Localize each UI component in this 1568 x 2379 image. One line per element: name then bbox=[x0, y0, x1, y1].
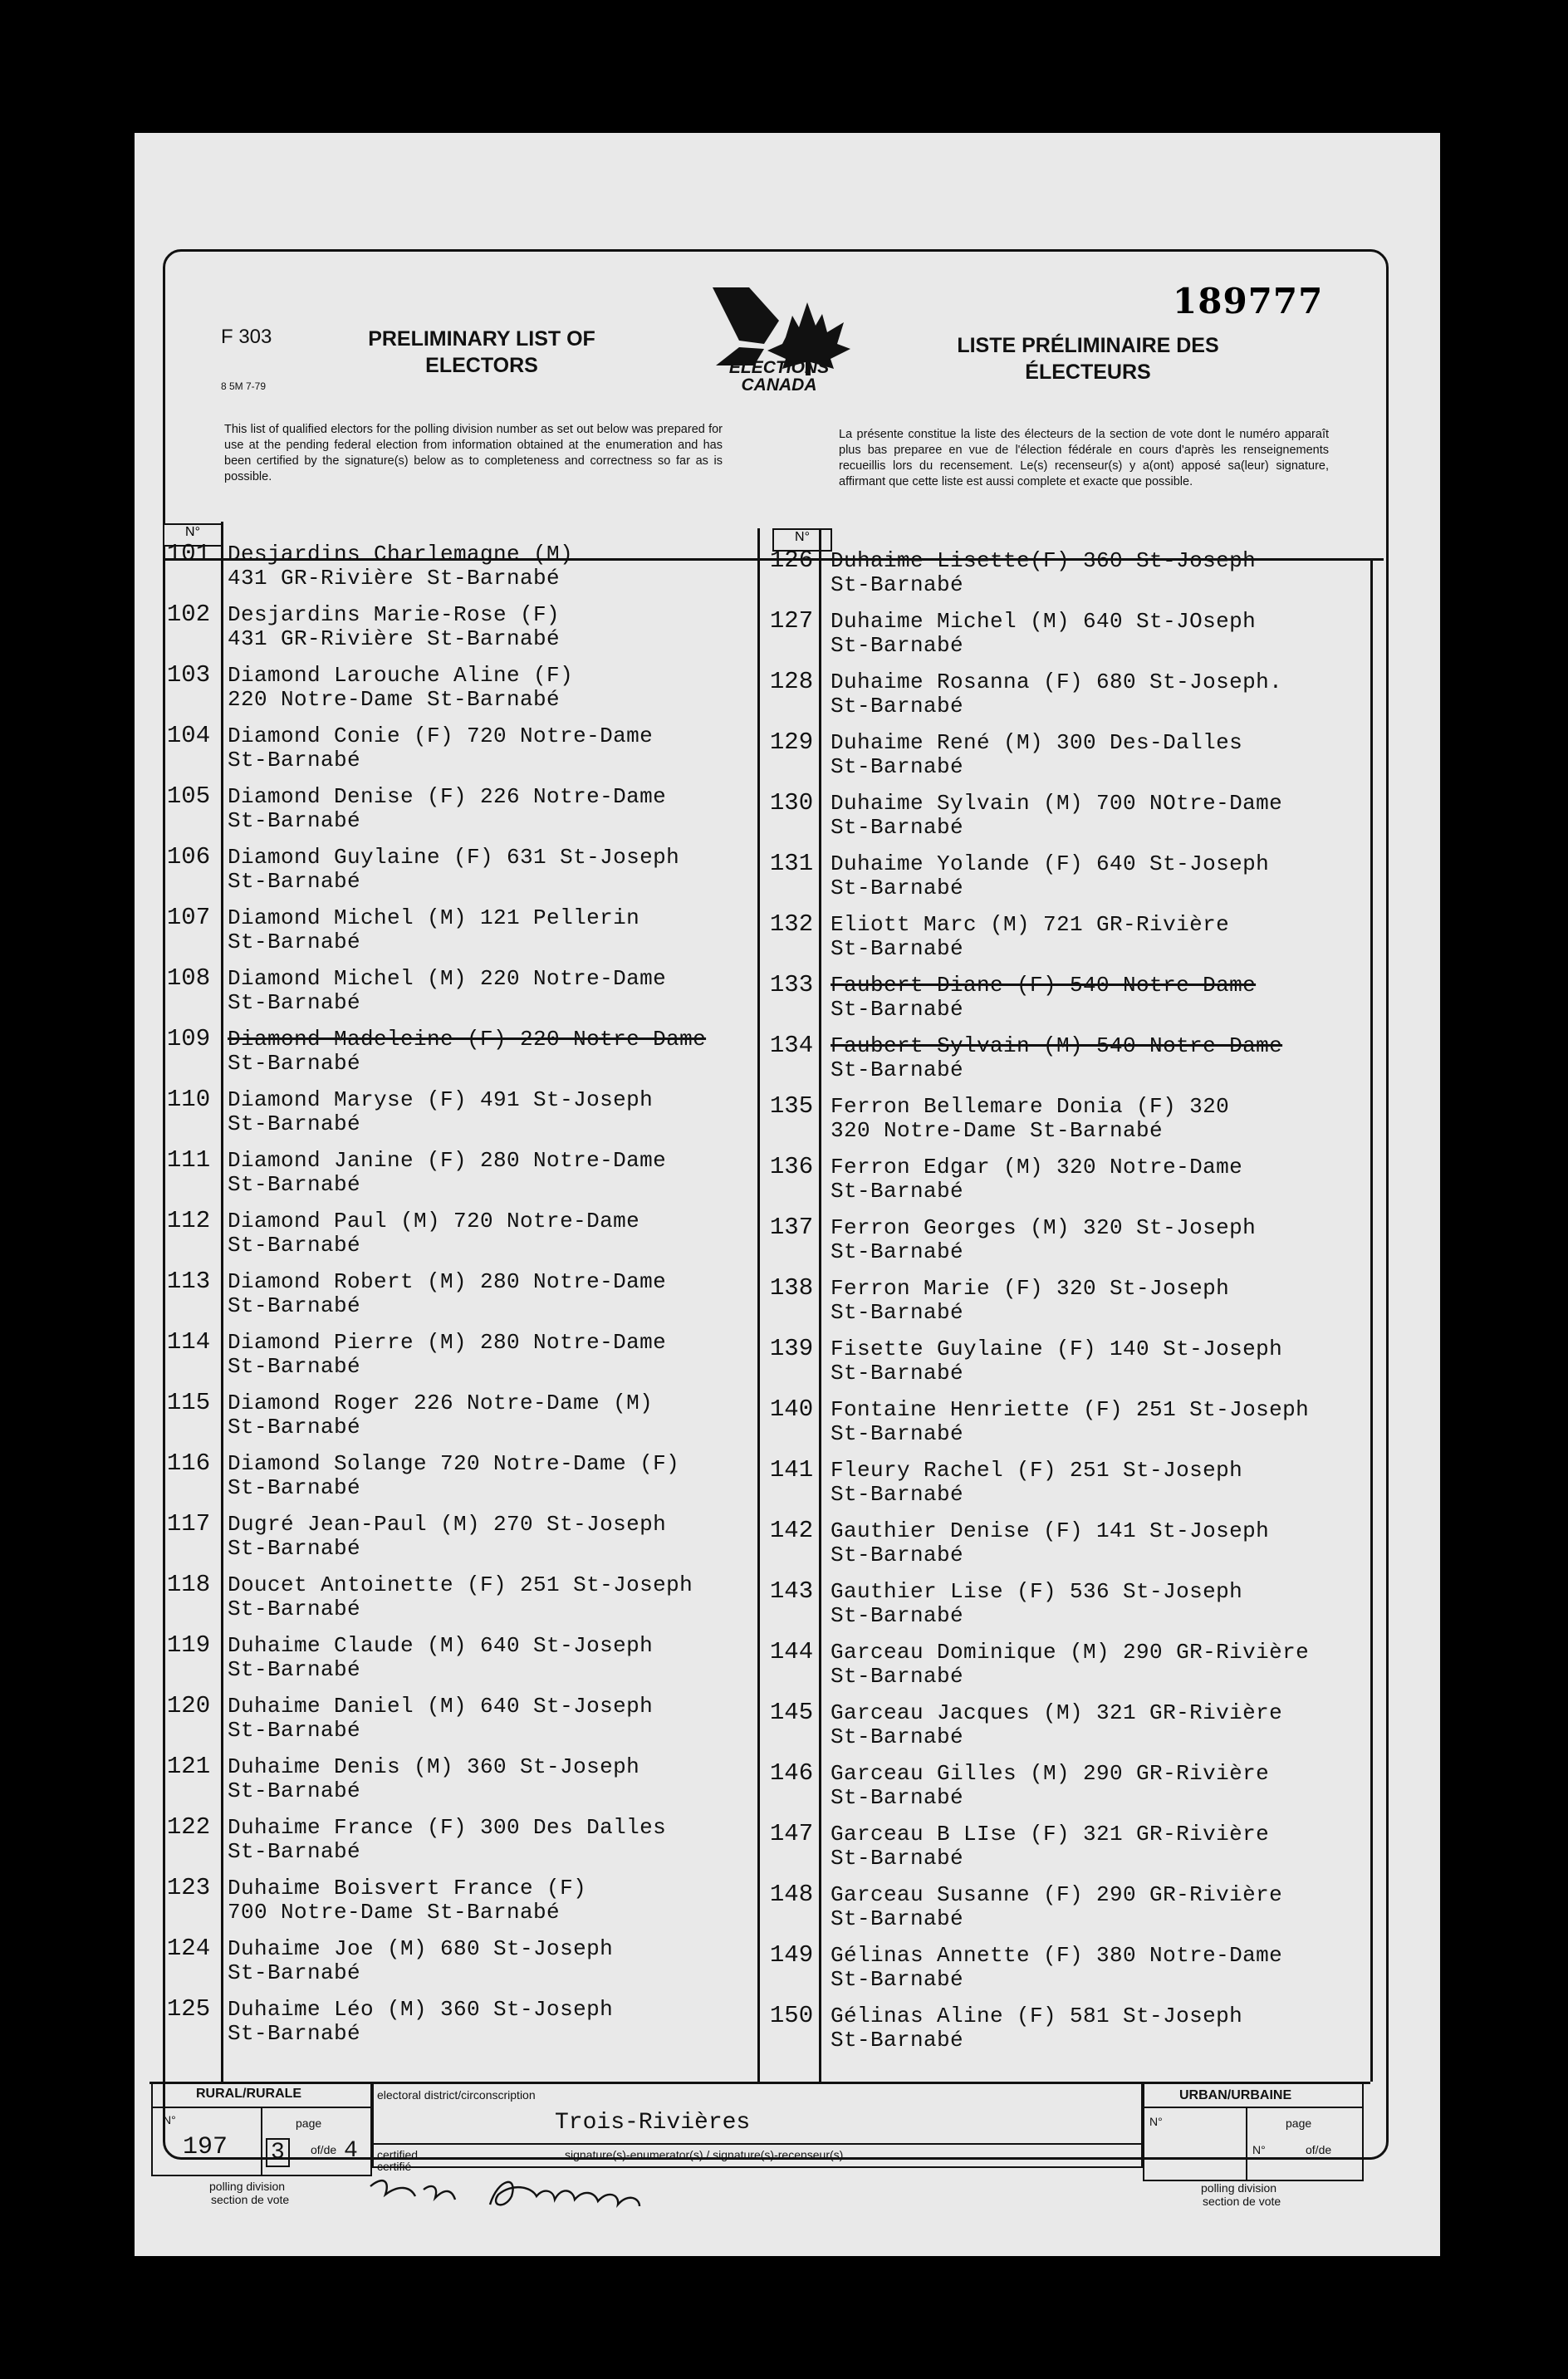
elector-address-line: St-Barnabé bbox=[831, 1239, 964, 1264]
elector-number: 106 bbox=[166, 843, 211, 871]
elector-number: 123 bbox=[166, 1874, 211, 1901]
elector-address-line: St-Barnabé bbox=[831, 876, 964, 900]
elector-address-line: St-Barnabé bbox=[228, 930, 361, 954]
elector-name-line: Doucet Antoinette (F) 251 St-Joseph bbox=[228, 1572, 693, 1597]
elector-address-line: St-Barnabé bbox=[831, 1361, 964, 1386]
elector-name-line: Duhaime Boisvert France (F) bbox=[228, 1876, 587, 1901]
elector-name-line: Duhaime Yolande (F) 640 St-Joseph bbox=[831, 851, 1270, 876]
signature-label: signature(s)-enumerator(s) / signature(s)-recenseur(s) bbox=[565, 2148, 844, 2161]
elector-number: 111 bbox=[166, 1146, 211, 1174]
urban-of-label: of/de bbox=[1306, 2143, 1332, 2156]
elector-number: 150 bbox=[769, 2002, 814, 2029]
no-label: N° bbox=[185, 525, 200, 539]
elector-name-line: Faubert Sylvain (M) 540 Notre-Dame bbox=[831, 1033, 1283, 1058]
elector-address-line: St-Barnabé bbox=[831, 1906, 964, 1931]
elector-address-line: St-Barnabé bbox=[831, 997, 964, 1022]
elector-name-line: Duhaime Daniel (M) 640 St-Joseph bbox=[228, 1694, 654, 1719]
elector-name-line: Gélinas Annette (F) 380 Notre-Dame bbox=[831, 1943, 1283, 1968]
elector-number: 148 bbox=[769, 1881, 814, 1908]
elector-name-line: Diamond Denise (F) 226 Notre-Dame bbox=[228, 784, 667, 809]
page-total: 4 bbox=[344, 2138, 358, 2164]
title-english: PRELIMINARY LIST OF ELECTORS bbox=[368, 327, 595, 377]
elector-number: 120 bbox=[166, 1692, 211, 1719]
right-elector-list bbox=[766, 548, 1380, 2060]
elector-address-line: St-Barnabé bbox=[831, 694, 964, 719]
elector-number: 102 bbox=[166, 601, 211, 628]
elector-number: 103 bbox=[166, 661, 211, 689]
elector-name-line: Gélinas Aline (F) 581 St-Joseph bbox=[831, 2004, 1243, 2028]
no-label: N° bbox=[795, 530, 810, 544]
elector-number: 140 bbox=[769, 1396, 814, 1423]
elector-address-line: St-Barnabé bbox=[831, 1179, 964, 1204]
description-french: La présente constitue la liste des électeurs de la section de vote dont le numéro apparaît plus bas preparee en vue de l'élection fédérale en cours d'après les renseignements recueillis lors du recensement. Le(s) recenseur(s) y a(ont) apposé sa(leur) signature, affirmant que cette liste est aussi complete et exacte que possible. bbox=[839, 428, 1329, 488]
elector-number: 135 bbox=[769, 1092, 814, 1120]
elector-address-line: St-Barnabé bbox=[228, 1172, 361, 1197]
elector-number: 125 bbox=[166, 1995, 211, 2023]
urban-polling-label: polling division bbox=[1201, 2181, 1277, 2195]
elector-number: 139 bbox=[769, 1335, 814, 1362]
elector-number: 117 bbox=[166, 1510, 211, 1538]
center-divider bbox=[757, 528, 760, 2082]
elector-address-line: 700 Notre-Dame St-Barnabé bbox=[228, 1900, 561, 1925]
elector-name-line: Diamond Roger 226 Notre-Dame (M) bbox=[228, 1391, 654, 1415]
elector-address-line: 320 Notre-Dame St-Barnabé bbox=[831, 1118, 1164, 1143]
urban-label: URBAN/URBAINE bbox=[1179, 2088, 1292, 2102]
elector-number: 104 bbox=[166, 722, 211, 749]
urban-divider bbox=[1246, 2107, 1247, 2180]
page-number: 3 bbox=[266, 2138, 290, 2167]
elector-number: 145 bbox=[769, 1699, 814, 1726]
elector-address-line: 431 GR-Rivière St-Barnabé bbox=[228, 626, 561, 651]
elector-name-line: Dugré Jean-Paul (M) 270 St-Joseph bbox=[228, 1512, 667, 1537]
elector-number: 128 bbox=[769, 668, 814, 695]
elector-name-line: Diamond Madeleine (F) 220 Notre-Dame bbox=[228, 1027, 707, 1052]
elector-name-line: Duhaime Denis (M) 360 St-Joseph bbox=[228, 1754, 640, 1779]
elector-address-line: St-Barnabé bbox=[228, 1293, 361, 1318]
elector-name-line: Faubert Diane (F) 540 Notre-Dame bbox=[831, 973, 1257, 998]
description-english: This list of qualified electors for the polling division number as set out below was prepared for use at the pending federal election from information obtained at the enumeration and has been certified by the signature(s) below as to completeness and correctness so far as is possible. bbox=[224, 423, 723, 483]
elector-number: 108 bbox=[166, 964, 211, 992]
elector-name-line: Garceau Jacques (M) 321 GR-Rivière bbox=[831, 1700, 1283, 1725]
elector-name-line: Garceau B LIse (F) 321 GR-Rivière bbox=[831, 1822, 1270, 1847]
elector-number: 110 bbox=[166, 1086, 211, 1113]
elector-name-line: Diamond Michel (M) 220 Notre-Dame bbox=[228, 966, 667, 991]
elector-number: 113 bbox=[166, 1268, 211, 1295]
district-label: electoral district/circonscription bbox=[377, 2088, 536, 2102]
elector-address-line: 431 GR-Rivière St-Barnabé bbox=[228, 566, 561, 591]
elector-number: 101 bbox=[166, 540, 211, 567]
elector-address-line: St-Barnabé bbox=[228, 869, 361, 894]
elector-name-line: Garceau Dominique (M) 290 GR-Rivière bbox=[831, 1640, 1310, 1665]
elector-name-line: Diamond Solange 720 Notre-Dame (F) bbox=[228, 1451, 680, 1476]
elector-number: 126 bbox=[769, 547, 814, 574]
elector-name-line: Duhaime Claude (M) 640 St-Joseph bbox=[228, 1633, 654, 1658]
elector-address-line: St-Barnabé bbox=[831, 2028, 964, 2053]
elector-number: 105 bbox=[166, 782, 211, 810]
elector-name-line: Diamond Janine (F) 280 Notre-Dame bbox=[228, 1148, 667, 1173]
elector-address-line: St-Barnabé bbox=[228, 808, 361, 833]
elector-number: 136 bbox=[769, 1153, 814, 1180]
elector-name-line: Ferron Georges (M) 320 St-Joseph bbox=[831, 1215, 1257, 1240]
elector-name-line: Duhaime Léo (M) 360 St-Joseph bbox=[228, 1997, 614, 2022]
elector-number: 142 bbox=[769, 1517, 814, 1544]
elector-name-line: Diamond Robert (M) 280 Notre-Dame bbox=[228, 1269, 667, 1294]
title-french: LISTE PRÉLIMINAIRE DES ÉLECTEURS bbox=[957, 334, 1219, 384]
elector-number: 114 bbox=[166, 1328, 211, 1356]
rural-divider bbox=[261, 2107, 262, 2176]
elector-name-line: Duhaime Michel (M) 640 St-JOseph bbox=[831, 609, 1257, 634]
elector-number: 143 bbox=[769, 1577, 814, 1605]
elector-address-line: St-Barnabé bbox=[831, 1482, 964, 1507]
elector-address-line: St-Barnabé bbox=[831, 754, 964, 779]
certifie-label: certifié bbox=[377, 2160, 412, 2173]
certified-label: certified bbox=[377, 2148, 419, 2161]
of-label: of/de bbox=[311, 2143, 337, 2156]
elector-number: 134 bbox=[769, 1032, 814, 1059]
elector-name-line: Garceau Susanne (F) 290 GR-Rivière bbox=[831, 1882, 1283, 1907]
elector-number: 118 bbox=[166, 1571, 211, 1598]
elector-number: 109 bbox=[166, 1025, 211, 1052]
elector-name-line: Diamond Pierre (M) 280 Notre-Dame bbox=[228, 1330, 667, 1355]
elector-number: 132 bbox=[769, 910, 814, 938]
elector-address-line: St-Barnabé bbox=[228, 1960, 361, 1985]
elector-number: 129 bbox=[769, 728, 814, 756]
elector-name-line: Gauthier Lise (F) 536 St-Joseph bbox=[831, 1579, 1243, 1604]
elector-address-line: St-Barnabé bbox=[831, 1057, 964, 1082]
elector-address-line: St-Barnabé bbox=[831, 1724, 964, 1749]
elector-name-line: Gauthier Denise (F) 141 St-Joseph bbox=[831, 1518, 1270, 1543]
elector-name-line: Duhaime René (M) 300 Des-Dalles bbox=[831, 730, 1243, 755]
elector-name-line: Fisette Guylaine (F) 140 St-Joseph bbox=[831, 1337, 1283, 1361]
elector-number: 127 bbox=[769, 607, 814, 635]
form-code: F 303 bbox=[221, 326, 272, 348]
elector-number: 138 bbox=[769, 1274, 814, 1302]
rural-page-label: page bbox=[296, 2117, 322, 2130]
polling-division-label: polling division bbox=[209, 2180, 286, 2193]
elector-number: 141 bbox=[769, 1456, 814, 1484]
elector-address-line: St-Barnabé bbox=[831, 1543, 964, 1567]
elector-number: 133 bbox=[769, 971, 814, 998]
elector-name-line: Diamond Michel (M) 121 Pellerin bbox=[228, 905, 640, 930]
elector-address-line: St-Barnabé bbox=[228, 1778, 361, 1803]
elector-address-line: St-Barnabé bbox=[831, 1846, 964, 1871]
elector-address-line: St-Barnabé bbox=[228, 1051, 361, 1076]
elector-name-line: Desjardins Marie-Rose (F) bbox=[228, 602, 561, 627]
elector-number: 137 bbox=[769, 1214, 814, 1241]
elector-address-line: St-Barnabé bbox=[228, 1475, 361, 1500]
elector-name-line: Diamond Larouche Aline (F) bbox=[228, 663, 574, 688]
urban-section-label: section de vote bbox=[1203, 2195, 1281, 2208]
elector-address-line: St-Barnabé bbox=[228, 748, 361, 773]
rural-no-label: N° bbox=[163, 2113, 176, 2126]
elector-number: 130 bbox=[769, 789, 814, 817]
elector-number: 147 bbox=[769, 1820, 814, 1847]
elector-name-line: Diamond Guylaine (F) 631 St-Joseph bbox=[228, 845, 680, 870]
elector-address-line: St-Barnabé bbox=[228, 1839, 361, 1864]
elector-number: 121 bbox=[166, 1753, 211, 1780]
elector-number: 116 bbox=[166, 1449, 211, 1477]
left-elector-list bbox=[163, 542, 757, 2053]
elector-number: 107 bbox=[166, 904, 211, 931]
elector-name-line: Duhaime Rosanna (F) 680 St-Joseph. bbox=[831, 670, 1283, 694]
elector-address-line: St-Barnabé bbox=[831, 936, 964, 961]
elector-address-line: St-Barnabé bbox=[831, 815, 964, 840]
district-value: Trois-Rivières bbox=[555, 2110, 751, 2136]
elector-address-line: St-Barnabé bbox=[228, 990, 361, 1015]
logo-text: ELECTIONS CANADA bbox=[728, 358, 830, 395]
urban-rule bbox=[1143, 2107, 1364, 2108]
elector-number: 144 bbox=[769, 1638, 814, 1665]
elector-name-line: Fleury Rachel (F) 251 St-Joseph bbox=[831, 1458, 1243, 1483]
elector-name-line: Duhaime Joe (M) 680 St-Joseph bbox=[228, 1936, 614, 1961]
elector-address-line: St-Barnabé bbox=[228, 1233, 361, 1258]
enumerator-signature-icon bbox=[365, 2161, 698, 2213]
urban-page-label: page bbox=[1286, 2117, 1312, 2130]
elector-address-line: St-Barnabé bbox=[831, 1421, 964, 1446]
elector-name-line: Diamond Maryse (F) 491 St-Joseph bbox=[228, 1087, 654, 1112]
elector-address-line: St-Barnabé bbox=[228, 1657, 361, 1682]
urban-no-label: N° bbox=[1149, 2115, 1163, 2128]
form-print-code: 8 5M 7-79 bbox=[221, 380, 267, 392]
elector-name-line: Eliott Marc (M) 721 GR-Rivière bbox=[831, 912, 1230, 937]
elector-number: 149 bbox=[769, 1941, 814, 1969]
elector-address-line: St-Barnabé bbox=[228, 1718, 361, 1743]
elector-address-line: St-Barnabé bbox=[228, 1354, 361, 1379]
elector-address-line: St-Barnabé bbox=[831, 1664, 964, 1689]
elector-number: 146 bbox=[769, 1759, 814, 1787]
elector-number: 122 bbox=[166, 1813, 211, 1841]
elector-name-line: Duhaime Sylvain (M) 700 NOtre-Dame bbox=[831, 791, 1283, 816]
elector-address-line: 220 Notre-Dame St-Barnabé bbox=[228, 687, 561, 712]
elector-address-line: St-Barnabé bbox=[228, 1597, 361, 1621]
polling-division-number: 197 bbox=[183, 2133, 228, 2161]
elector-name-line: Diamond Paul (M) 720 Notre-Dame bbox=[228, 1209, 640, 1234]
elector-address-line: St-Barnabé bbox=[831, 1967, 964, 1992]
elector-address-line: St-Barnabé bbox=[228, 1111, 361, 1136]
elector-address-line: St-Barnabé bbox=[831, 1603, 964, 1628]
elector-number: 131 bbox=[769, 850, 814, 877]
elector-name-line: Duhaime France (F) 300 Des Dalles bbox=[228, 1815, 667, 1840]
elector-address-line: St-Barnabé bbox=[831, 633, 964, 658]
elector-name-line: Ferron Marie (F) 320 St-Joseph bbox=[831, 1276, 1230, 1301]
elector-name-line: Diamond Conie (F) 720 Notre-Dame bbox=[228, 724, 654, 748]
elector-number: 115 bbox=[166, 1389, 211, 1416]
elector-address-line: St-Barnabé bbox=[831, 1300, 964, 1325]
elector-number: 112 bbox=[166, 1207, 211, 1234]
elector-address-line: St-Barnabé bbox=[228, 1536, 361, 1561]
section-de-vote-label: section de vote bbox=[211, 2193, 290, 2206]
elector-address-line: St-Barnabé bbox=[228, 1415, 361, 1440]
elector-number: 119 bbox=[166, 1631, 211, 1659]
rural-label: RURAL/RURALE bbox=[196, 2087, 302, 2101]
urban-no-label-2: N° bbox=[1252, 2143, 1266, 2156]
district-rule bbox=[372, 2143, 1143, 2145]
elector-address-line: St-Barnabé bbox=[831, 572, 964, 597]
elector-name-line: Desjardins Charlemagne (M) bbox=[228, 542, 574, 567]
elector-name-line: Ferron Edgar (M) 320 Notre-Dame bbox=[831, 1155, 1243, 1180]
elector-number: 124 bbox=[166, 1935, 211, 1962]
elector-address-line: St-Barnabé bbox=[228, 2021, 361, 2046]
elector-name-line: Ferron Bellemare Donia (F) 320 bbox=[831, 1094, 1230, 1119]
elector-name-line: Fontaine Henriette (F) 251 St-Joseph bbox=[831, 1397, 1310, 1422]
serial-number: 189777 bbox=[1173, 281, 1324, 321]
elector-name-line: Duhaime Lisette(F) 360 St-Joseph bbox=[831, 548, 1257, 573]
elector-name-line: Garceau Gilles (M) 290 GR-Rivière bbox=[831, 1761, 1270, 1786]
elector-address-line: St-Barnabé bbox=[831, 1785, 964, 1810]
